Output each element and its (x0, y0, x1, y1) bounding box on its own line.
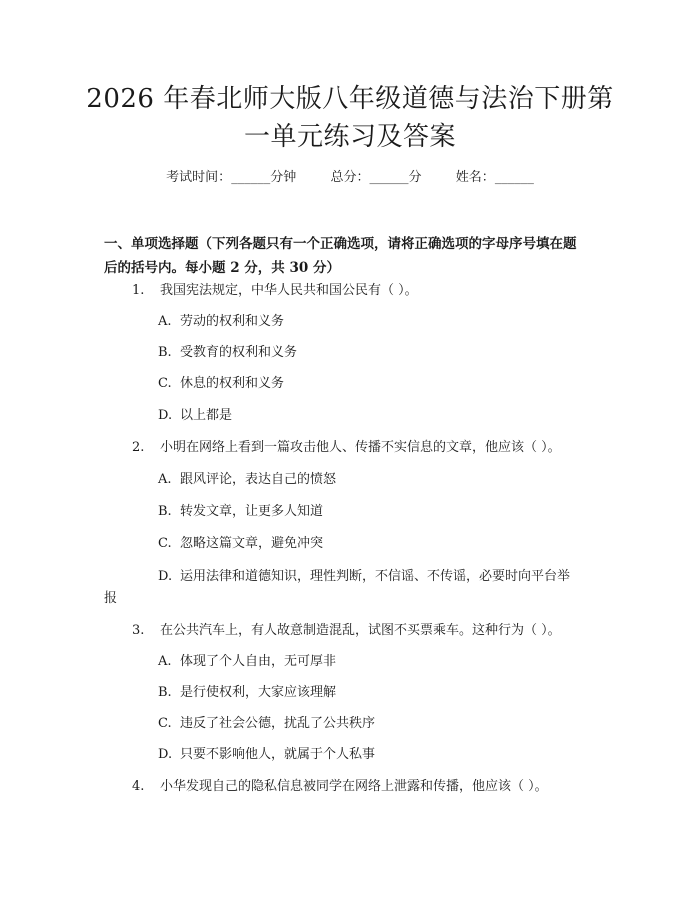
question-3-option-a (158, 651, 336, 673)
time-blank: ______ (231, 170, 271, 185)
name-label: 姓名： (455, 170, 495, 185)
option-text: 违反了社会公德，扰乱了公共秩序 (180, 716, 376, 731)
option-letter: A. (158, 654, 172, 669)
option-text: 休息的权利和义务 (180, 376, 285, 391)
option-text: 运用法律和道德知识，理性判断，不信谣、不传谣，必要时向平台举 (180, 569, 571, 584)
section-heading-line-1: 一、单项选择题（下列各题只有一个正确选项，请将正确选项的字母序号填在题 (104, 236, 577, 252)
question-1-option-c (158, 373, 284, 395)
question-1-option-d (158, 405, 232, 427)
question-stem: 我国宪法规定，中华人民共和国公民有（ ）。 (160, 283, 418, 298)
option-text: 跟风评论，表达自己的愤怒 (180, 472, 337, 487)
time-unit: 分钟 (270, 170, 297, 185)
option-letter: C. (158, 376, 172, 391)
option-letter: B. (158, 345, 172, 360)
title-line-1: 2026 年春北师大版八年级道德与法治下册第 (86, 84, 614, 114)
section-heading-line-2: 后的括号内。每小题 2 分，共 30 分） (104, 260, 340, 276)
question-2 (132, 437, 561, 459)
option-letter: A. (158, 314, 172, 329)
option-text: 是行使权利，大家应该理解 (180, 685, 337, 700)
option-text: 劳动的权利和义务 (180, 314, 285, 329)
score-label: 总分： (330, 170, 370, 185)
question-3-option-d (158, 744, 375, 766)
question-2-option-d (158, 566, 570, 588)
question-number: 2. (132, 440, 145, 455)
option-text: 受教育的权利和义务 (180, 345, 298, 360)
question-stem: 在公共汽车上，有人故意制造混乱，试图不买票乘车。这种行为（ ）。 (160, 623, 561, 638)
title-line-2: 一单元练习及答案 (243, 122, 456, 152)
question-1-option-b (158, 342, 297, 364)
question-2-option-d-wrap: 报 (104, 591, 118, 606)
option-letter: D. (158, 408, 173, 423)
option-text: 体现了个人自由，无可厚非 (180, 654, 337, 669)
option-letter: C. (158, 716, 172, 731)
option-letter: A. (158, 472, 172, 487)
question-2-option-a (158, 469, 336, 491)
name-blank: ______ (494, 170, 534, 185)
exam-meta (0, 168, 700, 188)
question-number: 3. (132, 623, 145, 638)
option-letter: B. (158, 685, 172, 700)
document-title (60, 80, 640, 156)
question-3-option-b (158, 682, 336, 704)
question-4 (132, 776, 548, 798)
option-text: 转发文章，让更多人知道 (180, 504, 324, 519)
option-text: 忽略这篇文章，避免冲突 (180, 536, 324, 551)
time-label: 考试时间： (166, 170, 232, 185)
score-unit: 分 (408, 170, 422, 185)
option-text: 只要不影响他人，就属于个人私事 (180, 747, 376, 762)
question-1 (132, 280, 418, 302)
question-3 (132, 620, 561, 642)
score-blank: ______ (369, 170, 409, 185)
question-stem: 小明在网络上看到一篇攻击他人、传播不实信息的文章，他应该（ ）。 (160, 440, 561, 455)
option-letter: D. (158, 569, 173, 584)
question-2-option-b (158, 501, 323, 523)
option-letter: D. (158, 747, 173, 762)
question-1-option-a (158, 311, 284, 333)
option-text: 以上都是 (180, 408, 233, 423)
section-heading (104, 232, 604, 280)
question-stem: 小华发现自己的隐私信息被同学在网络上泄露和传播，他应该（ ）。 (160, 779, 548, 794)
question-number: 4. (132, 779, 145, 794)
question-2-option-c (158, 533, 323, 555)
question-number: 1. (132, 283, 145, 298)
question-3-option-c (158, 713, 375, 735)
option-letter: B. (158, 504, 172, 519)
option-letter: C. (158, 536, 172, 551)
